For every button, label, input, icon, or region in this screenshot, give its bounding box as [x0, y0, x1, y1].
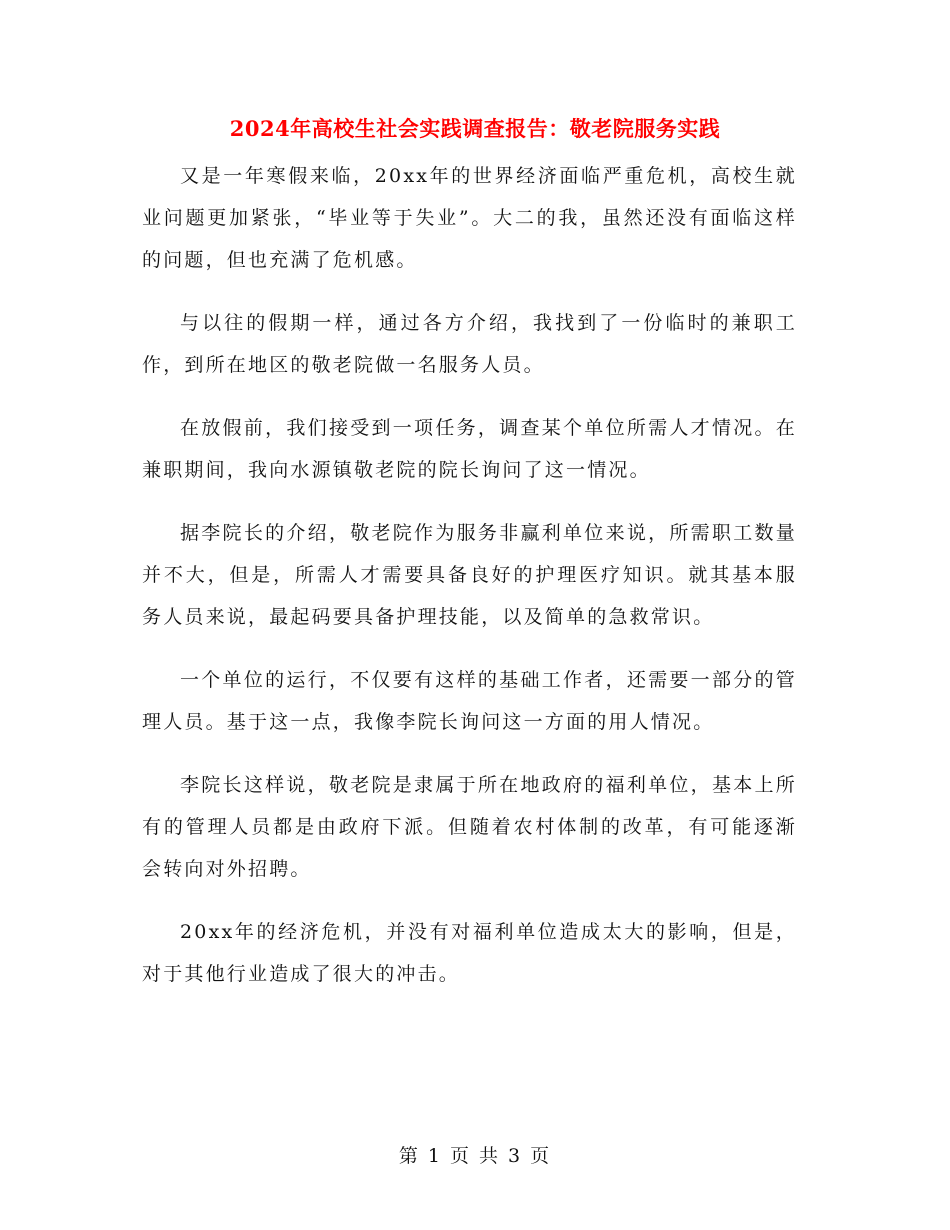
paragraph: 李院长这样说，敬老院是隶属于所在地政府的福利单位，基本上所有的管理人员都是由政府下派。但随着农村体制的改革，有可能逐渐会转向对外招聘。: [142, 774, 797, 880]
page-number-footer: 第 1 页 共 3 页: [398, 1145, 552, 1167]
document-body: [142, 155, 797, 1016]
paragraph: 在放假前，我们接受到一项任务，调查某个单位所需人才情况。在兼职期间，我向水源镇敬老院的院长询问了这一情况。: [142, 417, 797, 481]
paragraph: 一个单位的运行，不仅要有这样的基础工作者，还需要一部分的管理人员。基于这一点，我像李院长询问这一方面的用人情况。: [142, 669, 797, 733]
paragraph: 又是一年寒假来临，20xx年的世界经济面临严重危机，高校生就业问题更加紧张，“毕业等于失业”。大二的我，虽然还没有面临这样的问题，但也充满了危机感。: [142, 165, 797, 271]
paragraph: 20xx年的经济危机，并没有对福利单位造成太大的影响，但是，对于其他行业造成了很大的冲击。: [142, 921, 797, 985]
paragraph: 据李院长的介绍，敬老院作为服务非赢利单位来说，所需职工数量并不大，但是，所需人才需要具备良好的护理医疗知识。就其基本服务人员来说，最起码要具备护理技能，以及简单的急救常识。: [142, 522, 797, 628]
paragraph: 与以往的假期一样，通过各方介绍，我找到了一份临时的兼职工作，到所在地区的敬老院做一名服务人员。: [142, 312, 797, 376]
document-title: 2024年高校生社会实践调查报告：敬老院服务实践: [229, 116, 721, 141]
